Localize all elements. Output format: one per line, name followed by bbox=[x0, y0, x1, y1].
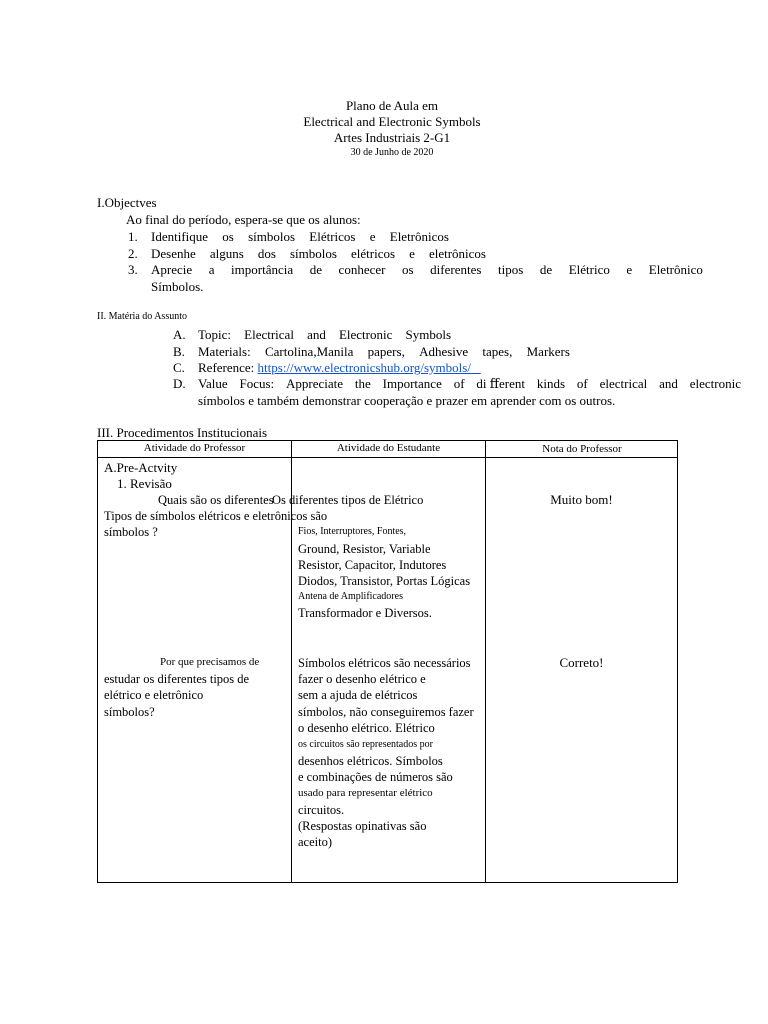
subject-d-word: Focus: bbox=[239, 376, 275, 391]
header-title-line1: Plano de Aula em bbox=[345, 98, 439, 113]
answer-2-line-12: aceito) bbox=[298, 835, 333, 849]
objective-3-number: 3. bbox=[128, 262, 138, 277]
answer-1-line-6: Antena de Amplificadores bbox=[298, 591, 403, 602]
objective-3-word: os bbox=[402, 262, 414, 277]
answer-2-line-10: circuitos. bbox=[298, 803, 345, 817]
subject-c-text bbox=[198, 361, 481, 374]
answer-1-line-2: Fios, Interruptores, Fontes, bbox=[298, 526, 407, 537]
pre-activity-label: A.Pre-Actvity bbox=[104, 460, 178, 475]
answer-2-line-2: fazer o desenho elétrico e bbox=[298, 672, 426, 686]
answer-2-line-1: Símbolos elétricos são necessários bbox=[298, 656, 471, 670]
answer-2-line-4: símbolos, não conseguiremos fazer bbox=[298, 705, 474, 719]
subject-a-word: Electrical bbox=[244, 327, 294, 342]
subject-a-word: Topic: bbox=[198, 327, 232, 342]
subject-b-letter: B. bbox=[173, 344, 185, 359]
objective-3-word: a bbox=[208, 262, 215, 277]
header-title-line2: Electrical and Electronic Symbols bbox=[303, 114, 481, 129]
answer-1-line-1: Os diferentes tipos de Elétrico bbox=[272, 493, 424, 507]
revision-label: 1. Revisão bbox=[117, 476, 172, 491]
subject-d-word: electrical bbox=[599, 376, 648, 391]
objective-2-word: eletrônicos bbox=[428, 246, 486, 261]
objective-2-word: Desenhe bbox=[151, 246, 196, 261]
subject-b-word: Adhesive bbox=[419, 344, 469, 359]
question-2-line-2: estudar os diferentes tipos de bbox=[104, 672, 250, 686]
objective-2-word: e bbox=[409, 246, 415, 261]
reference-link[interactable]: https://www.electronicshub.org/symbols/ bbox=[257, 360, 471, 375]
objective-1-text bbox=[151, 230, 449, 243]
question-2-line-4: símbolos? bbox=[104, 705, 155, 719]
subject-d-word: Appreciate bbox=[286, 376, 344, 391]
objective-1-word: e bbox=[369, 229, 376, 244]
subject-d-text bbox=[198, 377, 741, 390]
table-column-divider bbox=[291, 441, 292, 882]
subject-d-word: Importance bbox=[382, 376, 442, 391]
objective-3-word: Eletrônico bbox=[648, 262, 703, 277]
objective-2-number: 2. bbox=[128, 246, 138, 261]
question-1-line-3: símbolos ? bbox=[104, 525, 158, 539]
subject-b-text bbox=[198, 345, 570, 358]
objective-1-word: símbolos bbox=[248, 229, 296, 244]
objective-1-number: 1. bbox=[128, 229, 138, 244]
subject-d-word: di ﬀerent bbox=[476, 376, 525, 391]
objective-1-word: Elétricos bbox=[309, 229, 356, 244]
objective-3-word: Aprecie bbox=[151, 262, 193, 277]
objective-3-word: tipos bbox=[497, 262, 524, 277]
subject-b-word: Materials: bbox=[198, 344, 251, 359]
subject-b-word: papers, bbox=[367, 344, 405, 359]
subject-d-word: Value bbox=[198, 376, 228, 391]
procedures-heading: III. Procedimentos Institucionais bbox=[97, 425, 268, 440]
answer-2-line-8: e combinações de números são bbox=[298, 770, 453, 784]
subject-a-word: Electronic bbox=[338, 327, 393, 342]
objective-1-word: Identifique bbox=[151, 229, 209, 244]
answer-1-line-4: Resistor, Capacitor, Indutores bbox=[298, 558, 447, 572]
objective-2-word: elétricos bbox=[351, 246, 396, 261]
subject-b-word: Cartolina,Manila bbox=[264, 344, 354, 359]
question-2-line-3: elétrico e eletrônico bbox=[104, 688, 204, 702]
subject-d-letter: D. bbox=[173, 376, 186, 391]
objective-3-text bbox=[151, 263, 703, 276]
column-header-teacher-note: Nota do Professor bbox=[542, 443, 622, 455]
teacher-note-2: Correto! bbox=[559, 655, 604, 670]
objective-3-word: conhecer bbox=[338, 262, 386, 277]
header-title-line3: Artes Industriais 2-G1 bbox=[333, 130, 451, 145]
subject-a-word: Symbols bbox=[405, 327, 451, 342]
subject-a-letter: A. bbox=[173, 327, 186, 342]
objectives-heading: I.Objectves bbox=[97, 195, 157, 210]
subject-d-word: electronic bbox=[689, 376, 741, 391]
objective-3-word: diferentes bbox=[430, 262, 482, 277]
answer-2-line-7: desenhos elétricos. Símbolos bbox=[298, 754, 443, 768]
subject-d-word: the bbox=[354, 376, 371, 391]
answer-2-line-3: sem a ajuda de elétricos bbox=[298, 688, 418, 702]
answer-2-line-11: (Respostas opinativas são bbox=[298, 819, 427, 833]
question-2-line-1: Por que precisamos de bbox=[160, 656, 260, 668]
subject-a-word: and bbox=[307, 327, 326, 342]
question-1-line-1: Quais são os diferentes bbox=[158, 493, 274, 507]
reference-link-trailing-underline bbox=[471, 360, 481, 375]
objective-3-word: de bbox=[309, 262, 322, 277]
objective-2-word: alguns bbox=[209, 246, 244, 261]
objective-2-word: dos bbox=[257, 246, 276, 261]
answer-2-line-9: usado para representar elétrico bbox=[298, 787, 433, 799]
objective-3-word: de bbox=[539, 262, 553, 277]
objective-3-word: Elétrico bbox=[568, 262, 610, 277]
objective-2-text bbox=[151, 247, 486, 260]
subject-c-label: Reference: bbox=[198, 360, 255, 375]
objective-3-word: e bbox=[626, 262, 633, 277]
subject-d-word: kinds bbox=[536, 376, 566, 391]
subject-d-word: of bbox=[576, 376, 588, 391]
column-header-teacher-activity: Atividade do Professor bbox=[143, 442, 246, 454]
table-header-divider bbox=[98, 457, 677, 458]
header-date: 30 de Junho de 2020 bbox=[350, 147, 434, 158]
subject-d-word: of bbox=[453, 376, 465, 391]
answer-1-line-5: Diodos, Transistor, Portas Lógicas bbox=[298, 574, 471, 588]
answer-2-line-5: o desenho elétrico. Elétrico bbox=[298, 721, 435, 735]
subject-b-word: Markers bbox=[526, 344, 570, 359]
subject-b-word: tapes, bbox=[482, 344, 513, 359]
subject-d-continuation: símbolos e também demonstrar cooperação e prazer em aprender com os outros. bbox=[198, 393, 616, 408]
subject-d-word: and bbox=[659, 376, 678, 391]
subject-c-letter: C. bbox=[173, 360, 185, 375]
subject-a-text bbox=[198, 328, 451, 341]
subject-matter-heading: II. Matéria do Assunto bbox=[97, 311, 187, 322]
objective-1-word: Eletrônicos bbox=[389, 229, 449, 244]
question-1-line-2: Tipos de símbolos elétricos e eletrônicos são bbox=[104, 509, 328, 523]
answer-1-line-7: Transformador e Diversos. bbox=[298, 606, 432, 620]
column-header-student-activity: Atividade do Estudante bbox=[336, 442, 441, 454]
objectives-intro: Ao final do período, espera-se que os alunos: bbox=[126, 212, 361, 227]
answer-1-line-3: Ground, Resistor, Variable bbox=[298, 542, 431, 556]
objective-2-word: símbolos bbox=[289, 246, 337, 261]
objective-1-word: os bbox=[222, 229, 234, 244]
objective-3-word: importância bbox=[231, 262, 294, 277]
answer-2-line-6: os circuitos são representados por bbox=[298, 739, 433, 750]
objective-3-continuation: Símbolos. bbox=[151, 279, 204, 294]
teacher-note-1: Muito bom! bbox=[550, 492, 613, 507]
